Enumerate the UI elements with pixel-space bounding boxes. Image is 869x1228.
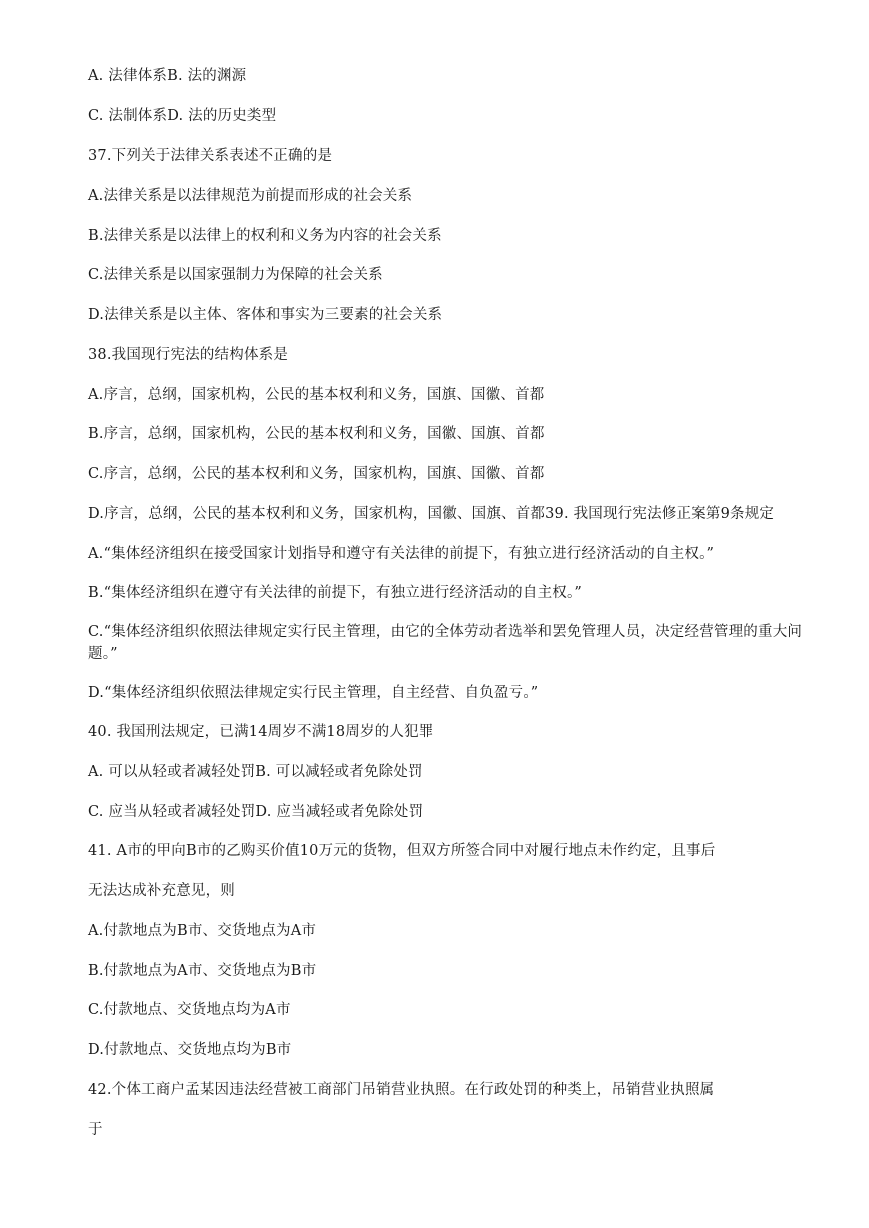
option-line: A.序言，总纲，国家机构，公民的基本权利和义务，国旗、国徽、首都 — [88, 387, 545, 403]
option-line: D.法律关系是以主体、客体和事实为三要素的社会关系 — [88, 307, 443, 323]
question-41: 41. A市的甲向B市的乙购买价值10万元的货物，但双方所签合同中对履行地点未作约定，且事后 — [88, 843, 716, 859]
option-line: B.“集体经济组织在遵守有关法律的前提下，有独立进行经济活动的自主权。” — [88, 585, 583, 601]
option-line: B.法律关系是以法律上的权利和义务为内容的社会关系 — [88, 228, 442, 244]
question-42: 42.个体工商户孟某因违法经营被工商部门吊销营业执照。在行政处罚的种类上，吊销营业执照属 — [88, 1082, 715, 1098]
option-line: A. 可以从轻或者减轻处罚B. 可以减轻或者免除处罚 — [88, 764, 423, 780]
option-line: A.“集体经济组织在接受国家计划指导和遵守有关法律的前提下，有独立进行经济活动的自主权。” — [88, 546, 715, 562]
option-line: A.法律关系是以法律规范为前提而形成的社会关系 — [88, 188, 413, 204]
option-line: D.“集体经济组织依照法律规定实行民主管理，自主经营、自负盈亏。” — [88, 685, 539, 701]
option-line: B.付款地点为A市、交货地点为B市 — [88, 963, 317, 979]
option-line: C. 应当从轻或者减轻处罚D. 应当减轻或者免除处罚 — [88, 804, 424, 820]
option-line: D.付款地点、交货地点均为B市 — [88, 1042, 292, 1058]
question-40: 40. 我国刑法规定，已满14周岁不满18周岁的人犯罪 — [88, 724, 434, 740]
question-42-continued: 于 — [88, 1122, 103, 1138]
option-line: A. 法律体系B. 法的渊源 — [88, 68, 247, 84]
question-38: 38.我国现行宪法的结构体系是 — [88, 347, 289, 363]
option-line: C.法律关系是以国家强制力为保障的社会关系 — [88, 267, 383, 283]
option-line: C.序言，总纲，公民的基本权利和义务，国家机构，国旗、国徽、首都 — [88, 466, 545, 482]
option-line: A.付款地点为B市、交货地点为A市 — [88, 923, 317, 939]
option-line-question-39: D.序言，总纲，公民的基本权利和义务，国家机构，国徽、国旗、首都39. 我国现行宪法修正案第9条规定 — [88, 506, 775, 522]
option-line: B.序言，总纲，国家机构，公民的基本权利和义务，国徽、国旗、首都 — [88, 426, 545, 442]
option-line: C.“集体经济组织依照法律规定实行民主管理，由它的全体劳动者选举和罢免管理人员，决定经营管理的重大问题。” — [88, 624, 803, 662]
option-line: C.付款地点、交货地点均为A市 — [88, 1002, 291, 1018]
question-37: 37.下列关于法律关系表述不正确的是 — [88, 148, 333, 164]
question-41-continued: 无法达成补充意见，则 — [88, 883, 235, 899]
option-line: C. 法制体系D. 法的历史类型 — [88, 108, 277, 124]
